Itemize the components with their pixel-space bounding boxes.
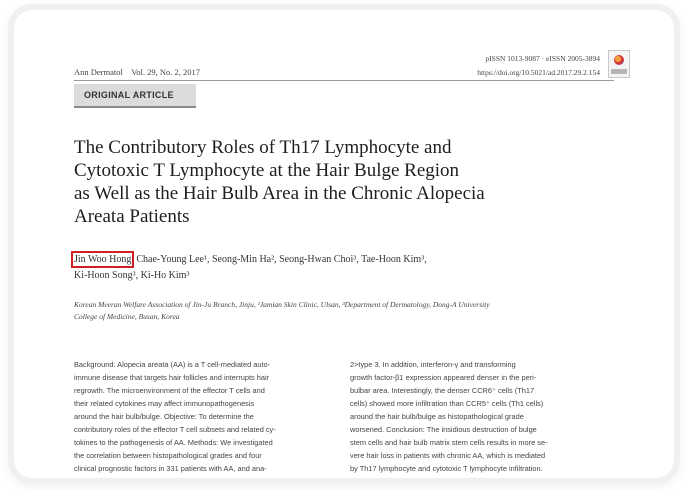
abstract-line: Background: Alopecia areata (AA) is a T cell-mediated auto- [74,360,271,369]
abstract-line: stem cells and hair bulb matrix stem cells results in more se- [350,438,548,447]
abstract-line: the correlation between histopathological grades and four [74,451,262,460]
journal-volume: Vol. 29, No. 2, 2017 [131,67,201,77]
article-title [74,136,594,228]
abstract-line: regrowth. The microenvironment of the effector T cells and [74,386,265,395]
abstract-line: immune disease that targets hair follicles and interrupts hair [74,373,270,382]
crossmark-icon[interactable] [608,50,630,78]
abstract-line: growth factor-β1 expression appeared denser in the peri- [350,373,537,382]
journal-name: Ann Dermatol [74,67,123,77]
abstract-line: tokines to the pathogenesis of AA. Methods: We investigated [74,438,273,447]
affiliation-line: College of Medicine, Busan, Korea [74,312,180,321]
title-line: Areata Patients [74,206,190,227]
abstract-line: vere hair loss in patients with chronic AA, which is mediated [350,451,546,460]
abstract-column-left [74,358,336,475]
author-line: , Chae-Young Lee¹, Seong-Min Ha², Seong-Hwan Choi³, Tae-Hoon Kim³, [131,254,427,265]
title-line: as Well as the Hair Bulb Area in the Chronic Alopecia [74,183,485,204]
abstract-line: bulbar area. Interestingly, the denser CCR6⁺ cells (Th17 [350,386,535,395]
author-list [74,252,604,284]
journal-citation [74,67,200,77]
title-line: Cytotoxic T Lymphocyte at the Hair Bulge Region [74,160,460,181]
abstract-line: clinical prognostic factors in 331 patients with AA, and ana- [74,464,267,473]
abstract-line: 2>type 3. In addition, interferon-γ and transforming [350,360,516,369]
abstract-line: worsened. Conclusion: The insidious destruction of bulge [350,425,537,434]
journal-identifiers [477,52,600,80]
title-line: The Contributory Roles of Th17 Lymphocyte and [74,137,452,158]
doi-link[interactable]: https://doi.org/10.5021/ad.2017.29.2.154 [477,68,600,77]
abstract-line: around the hair bulb/bulge as histopathological grade [350,412,524,421]
author-line: Ki-Hoon Song³, Ki-Ho Kim³ [74,270,190,281]
affiliation-line: Korean Meeran Welfare Association of Jin-Ju Branch, Jinju, ¹Jamian Skin Clinic, Ulsan, ³Department of Dermatology, Dong-A University [74,300,490,309]
abstract-line: around the hair bulb/bulge. Objective: To determine the [74,412,254,421]
header-divider [74,80,614,81]
article-preview-card [14,10,674,478]
highlighted-author: Jin Woo Hong [74,254,132,265]
abstract-line: cells) showed more infiltration than CCR5⁺ cells (Th1 cells) [350,399,544,408]
issn-text: pISSN 1013-9087 · eISSN 2005-3894 [485,54,600,63]
abstract-column-right [350,358,612,475]
abstract-line: contributory roles of the effector T cell subsets and related cy- [74,425,276,434]
section-label: ORIGINAL ARTICLE [74,84,196,108]
abstract-line: by Th17 lymphocyte and cytotoxic T lymphocyte infiltration. [350,464,543,473]
abstract-line: their related cytokines may affect immunopathogenesis [74,399,255,408]
article-page [70,10,630,478]
affiliations [74,299,604,323]
